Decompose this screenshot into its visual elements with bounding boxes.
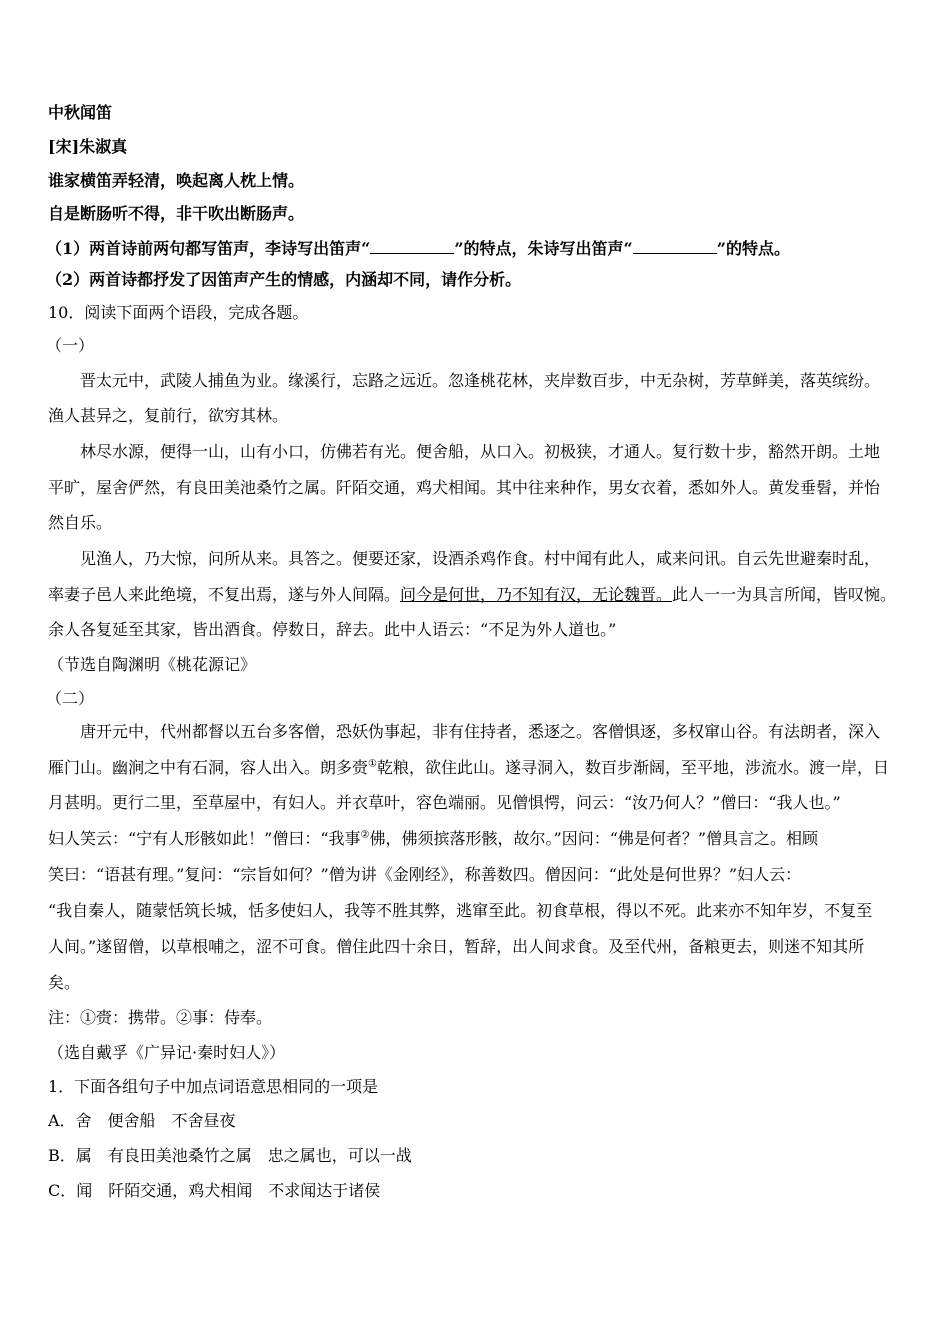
option-c[interactable]: C．闻 阡陌交通，鸡犬相闻 不求闻达于诸侯: [48, 1181, 381, 1200]
passage-1-line: 渔人甚异之，复前行，欲穷其林。: [48, 406, 289, 425]
passage-2-line: 矣。: [48, 973, 81, 992]
mcq-stem: 1．下面各组句子中加点词语意思相同的一项是: [48, 1077, 379, 1096]
passage-2-line: 唐开元中，代州都督以五台多客僧，恐妖伪事起，非有住持者，悉逐之。客僧惧逐，多权窜山谷。有法朗者，深入: [80, 722, 881, 741]
answer-blank-1[interactable]: [370, 237, 454, 254]
poem-line-2: 自是断肠听不得，非干吹出断肠声。: [48, 204, 305, 223]
passage-2-line: [48, 829, 818, 849]
answer-blank-2[interactable]: [633, 237, 717, 254]
passage-1-line: 见渔人，乃大惊，问所从来。具答之。便要还家，设酒杀鸡作食。村中闻有此人，咸来问讯。自云先世避秦时乱，: [80, 549, 881, 568]
passage-1-line: 林尽水源，便得一山，山有小口，仿佛若有光。便舍船，从口入。初极狭，才通人。复行数十步，豁然开朗。土地: [80, 442, 881, 461]
part-1-label: （一）: [46, 336, 95, 355]
passage-1-line: 余人各复延至其家，皆出酒食。停数日，辞去。此中人语云：“不足为外人道也。”: [48, 620, 617, 639]
footnote: 注：①赍：携带。②事：侍奉。: [48, 1008, 273, 1027]
poem-author: [宋]朱淑真: [48, 137, 128, 156]
question-1-part-b: ”的特点，朱诗写出笛声“: [454, 239, 633, 258]
passage-2-line: 笑曰：“语甚有理。”复问：“宗旨如何？”僧为讲《金刚经》，称善数四。僧因问：“此处是何世界？”妇人云：: [48, 865, 802, 884]
passage-1-line: 晋太元中，武陵人捕鱼为业。缘溪行，忘路之远近。忽逢桃花林，夹岸数百步，中无杂树，芳草鲜美，落英缤纷。: [80, 371, 881, 390]
poem-title: 中秋闻笛: [48, 103, 113, 122]
question-1-part-a: （1）两首诗前两句都写笛声，李诗写出笛声“: [46, 239, 371, 258]
passage-1-line: 平旷，屋舍俨然，有良田美池桑竹之属。阡陌交通，鸡犬相闻。其中往来种作，男女衣着，悉如外人。黄发垂髫，并怡: [48, 478, 881, 497]
option-a[interactable]: A．舍 便舍船 不舍昼夜: [48, 1111, 236, 1130]
passage-text: 率妻子邑人来此绝境，不复出焉，遂与外人间隔。: [48, 585, 401, 604]
footnote-marker-1: ①: [368, 758, 377, 770]
passage-2-line: [48, 758, 889, 778]
passage-1-line: [48, 585, 896, 605]
question-1-part-c: ”的特点。: [716, 239, 790, 258]
passage-2-line: “我自秦人，随蒙恬筑长城，恬多使妇人，我等不胜其弊，逃窜至此。初食草根，得以不死。此来亦不知年岁，不复至: [48, 901, 873, 920]
passage-text: 妇人笑云：“宁有人形骸如此！”僧曰：“我事: [48, 829, 361, 848]
question-1: [46, 237, 790, 259]
passage-text: 乾粮，欲住此山。遂寻洞入，数百步渐阔，至平地，涉流水。渡一岸，日: [376, 758, 889, 777]
footnote-marker-2: ②: [360, 829, 370, 841]
section-10-heading: 10．阅读下面两个语段，完成各题。: [48, 303, 309, 322]
part-2-label: （二）: [46, 689, 95, 708]
underlined-sentence: 问今是何世，乃不知有汉，无论魏晋。: [400, 585, 673, 604]
source-2: （选自戴孚《广异记·秦时妇人》）: [48, 1043, 286, 1062]
passage-text: 佛，佛须摈落形骸，故尔。”因问：“佛是何者？”僧具言之。相顾: [369, 829, 819, 848]
poem-line-1: 谁家横笛弄轻清，唤起离人枕上情。: [48, 171, 305, 190]
passage-1-line: 然自乐。: [48, 513, 113, 532]
passage-2-line: 月甚明。更行二里，至草屋中，有妇人。并衣草叶，容色端丽。见僧惧愕，问云：“汝乃何人？”僧曰：“我人也。”: [48, 793, 841, 812]
source-1: （节选自陶渊明《桃花源记》: [48, 655, 257, 674]
passage-2-line: 人间。”遂留僧，以草根哺之，涩不可食。僧住此四十余日，暂辞，出人间求食。及至代州，备粮更去，则迷不知其所: [48, 937, 865, 956]
passage-text: 此人一一为具言所闻，皆叹惋。: [672, 585, 897, 604]
option-b[interactable]: B．属 有良田美池桑竹之属 忠之属也，可以一战: [48, 1146, 412, 1165]
question-2: （2）两首诗都抒发了因笛声产生的情感，内涵却不同，请作分析。: [46, 270, 522, 289]
passage-text: 雁门山。幽涧之中有石洞，容人出入。朗多赍: [48, 758, 369, 777]
